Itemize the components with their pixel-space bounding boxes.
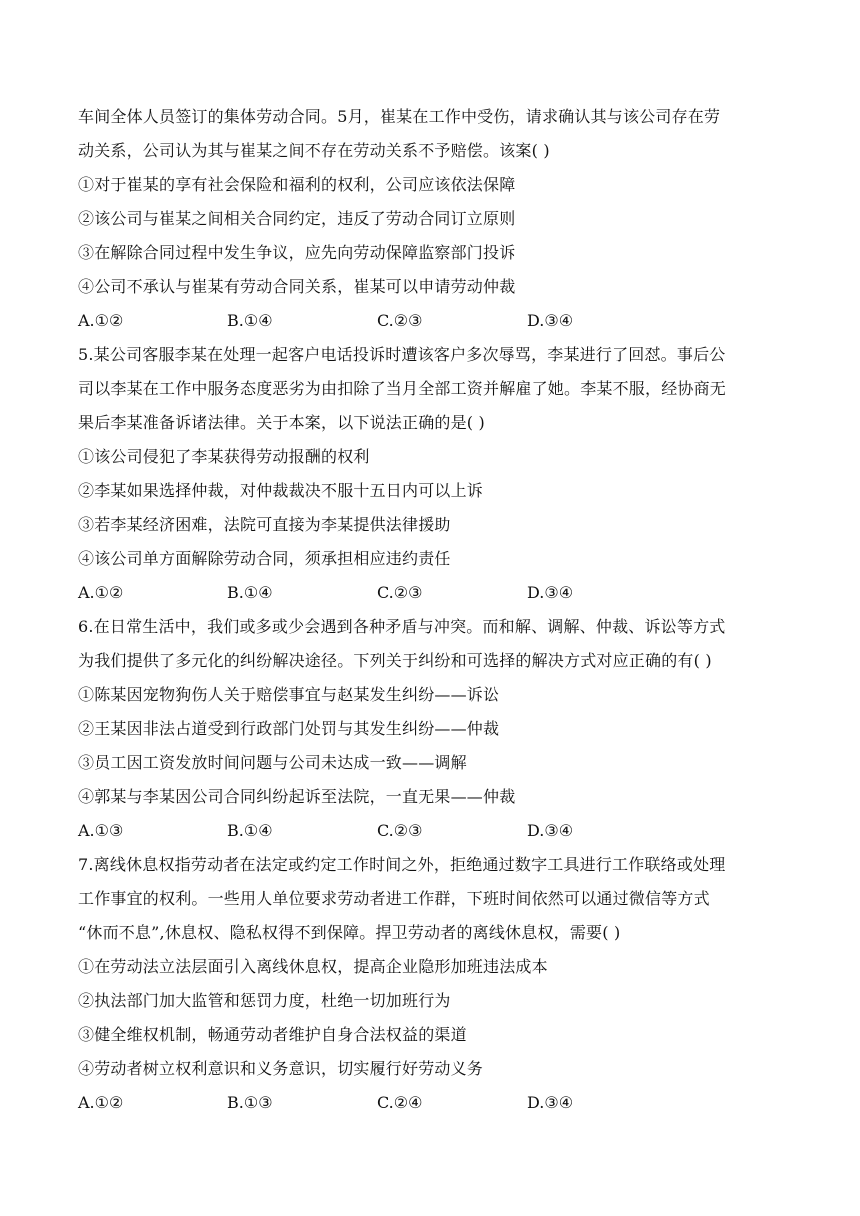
statement-3: ③若李某经济困难，法院可直接为李某提供法律援助 [78, 515, 451, 534]
option-d: D.③④ [527, 311, 574, 330]
question-stem-line: 6.在日常生活中，我们或多或少会遇到各种矛盾与冲突。而和解、调解、仲裁、诉讼等方式 [78, 617, 726, 636]
question-stem-line: 工作事宜的权利。一些用人单位要求劳动者进工作群，下班时间依然可以通过微信等方式 [78, 889, 710, 908]
question-stem-line: 果后李某准备诉诸法律。关于本案，以下说法正确的是( ) [78, 413, 485, 432]
answer-options [78, 818, 778, 852]
statement-4: ④公司不承认与崔某有劳动合同关系，崔某可以申请劳动仲裁 [78, 277, 516, 296]
statement-1: ①该公司侵犯了李某获得劳动报酬的权利 [78, 447, 370, 466]
answer-options [78, 580, 778, 614]
question-stem-line: 动关系，公司认为其与崔某之间不存在劳动关系不予赔偿。该案( ) [78, 141, 550, 160]
question-content [78, 104, 778, 1124]
statement-3: ③健全维权机制，畅通劳动者维护自身合法权益的渠道 [78, 1025, 467, 1044]
question-stem-line: 车间全体人员签订的集体劳动合同。5月，崔某在工作中受伤，请求确认其与该公司存在劳 [78, 107, 721, 126]
option-a: A.①② [78, 583, 124, 602]
answer-options [78, 1090, 778, 1124]
statement-2: ②李某如果选择仲裁，对仲裁裁决不服十五日内可以上诉 [78, 481, 484, 500]
option-c: C.②③ [377, 583, 423, 602]
statement-4: ④该公司单方面解除劳动合同，须承担相应违约责任 [78, 549, 451, 568]
statement-1: ①对于崔某的享有社会保险和福利的权利，公司应该依法保障 [78, 175, 516, 194]
question-stem-line: 为我们提供了多元化的纠纷解决途径。下列关于纠纷和可选择的解决方式对应正确的有( ) [78, 651, 712, 670]
statement-2: ②执法部门加大监管和惩罚力度，杜绝一切加班行为 [78, 991, 451, 1010]
question-7 [78, 852, 778, 1124]
statement-1: ①在劳动法立法层面引入离线休息权，提高企业隐形加班违法成本 [78, 957, 548, 976]
statement-3: ③在解除合同过程中发生争议，应先向劳动保障监察部门投诉 [78, 243, 516, 262]
option-c: C.②④ [377, 1093, 423, 1112]
option-d: D.③④ [527, 583, 574, 602]
option-c: C.②③ [377, 821, 423, 840]
statement-4: ④郭某与李某因公司合同纠纷起诉至法院，一直无果——仲裁 [78, 787, 516, 806]
option-a: A.①② [78, 311, 124, 330]
option-a: A.①③ [78, 821, 124, 840]
option-c: C.②③ [377, 311, 423, 330]
question-5 [78, 342, 778, 614]
option-b: B.①④ [227, 821, 273, 840]
option-d: D.③④ [527, 1093, 574, 1112]
option-b: B.①④ [227, 583, 273, 602]
question-4-continued [78, 104, 778, 342]
question-stem-line: 7.离线休息权指劳动者在法定或约定工作时间之外，拒绝通过数字工具进行工作联络或处理 [78, 855, 726, 874]
option-b: B.①④ [227, 311, 273, 330]
question-6 [78, 614, 778, 852]
statement-4: ④劳动者树立权利意识和义务意识，切实履行好劳动义务 [78, 1059, 484, 1078]
option-d: D.③④ [527, 821, 574, 840]
statement-1: ①陈某因宠物狗伤人关于赔偿事宜与赵某发生纠纷——诉讼 [78, 685, 500, 704]
question-stem-line: “休而不息”,休息权、隐私权得不到保障。捍卫劳动者的离线休息权，需要( ) [78, 923, 621, 942]
option-b: B.①③ [227, 1093, 273, 1112]
question-stem-line: 5.某公司客服李某在处理一起客户电话投诉时遭该客户多次辱骂，李某进行了回怼。事后公 [78, 345, 726, 364]
statement-2: ②王某因非法占道受到行政部门处罚与其发生纠纷——仲裁 [78, 719, 500, 738]
statement-2: ②该公司与崔某之间相关合同约定，违反了劳动合同订立原则 [78, 209, 516, 228]
statement-3: ③员工因工资发放时间问题与公司未达成一致——调解 [78, 753, 467, 772]
answer-options [78, 308, 778, 342]
question-stem-line: 司以李某在工作中服务态度恶劣为由扣除了当月全部工资并解雇了她。李某不服，经协商无 [78, 379, 727, 398]
option-a: A.①② [78, 1093, 124, 1112]
